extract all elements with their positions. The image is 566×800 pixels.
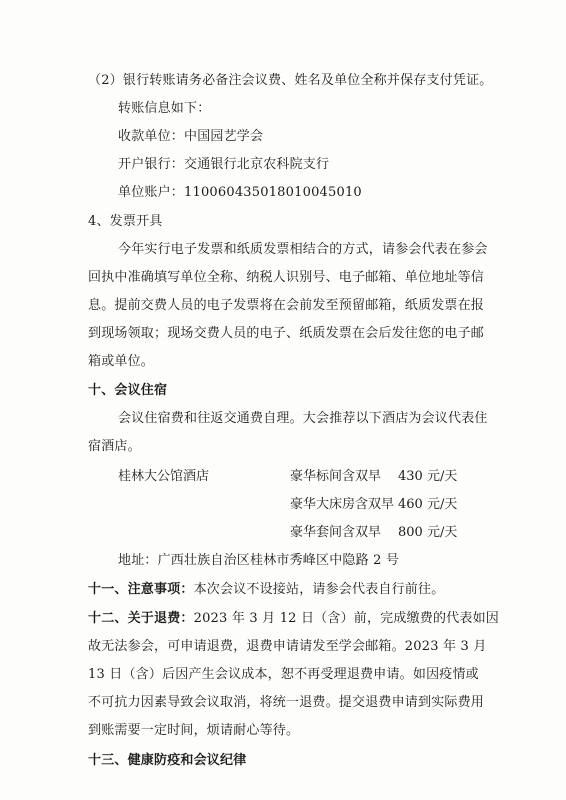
room-price: 460 元/天 bbox=[398, 497, 458, 512]
invoice-paragraph-line: 息。提前交费人员的电子发票将在会前发至预留邮箱，纸质发票在报 bbox=[88, 298, 485, 313]
refund-heading: 十二、关于退费： bbox=[88, 611, 194, 626]
room-type: 豪华标间含双早 bbox=[290, 469, 382, 484]
accommodation-paragraph-line: 会议住宿费和往返交通费自理。大会推荐以下酒店为会议代表住 bbox=[118, 411, 488, 426]
notice-heading: 十一、注意事项： bbox=[88, 582, 194, 597]
room-type: 豪华套间含双早 bbox=[290, 525, 382, 540]
accommodation-paragraph-line: 宿酒店。 bbox=[88, 439, 141, 454]
transfer-info-label: 转账信息如下： bbox=[118, 101, 211, 116]
transfer-payee: 收款单位：中国园艺学会 bbox=[118, 129, 264, 144]
refund-paragraph-line: 到账需要一定时间，烦请耐心等待。 bbox=[88, 723, 300, 738]
hotel-row bbox=[0, 496, 566, 514]
refund-paragraph-line: 故无法参会，可申请退费，退费申请请发至学会邮箱。2023 年 3 月 bbox=[88, 639, 487, 654]
invoice-heading: 4、发票开具 bbox=[88, 214, 163, 229]
hotel-name: 桂林大公馆酒店 bbox=[118, 469, 210, 484]
room-price: 430 元/天 bbox=[398, 469, 458, 484]
hotel-row bbox=[0, 468, 566, 486]
room-price: 800 元/天 bbox=[398, 525, 458, 540]
refund-paragraph-line: 13 日（含）后因产生会议成本，恕不再受理退费申请。如因疫情或 bbox=[88, 667, 479, 682]
invoice-paragraph-line: 箱或单位。 bbox=[88, 354, 155, 369]
invoice-paragraph-line: 回执中准确填写单位全称、纳税人识别号、电子邮箱、单位地址等信 bbox=[88, 270, 485, 285]
hotel-address: 地址：广西壮族自治区桂林市秀峰区中隐路 2 号 bbox=[118, 553, 400, 568]
notice-text: 本次会议不设接站，请参会代表自行前往。 bbox=[193, 582, 445, 597]
health-heading: 十三、健康防疫和会议纪律 bbox=[88, 753, 247, 768]
notice-line bbox=[88, 581, 444, 599]
transfer-bank: 开户银行：交通银行北京农科院支行 bbox=[118, 157, 330, 172]
refund-text: 2023 年 3 月 12 日（含）前，完成缴费的代表如因 bbox=[193, 611, 499, 626]
refund-paragraph-line: 不可抗力因素导致会议取消，将统一退费。提交退费申请到实际费用 bbox=[88, 695, 485, 710]
hotel-row bbox=[0, 524, 566, 542]
room-type: 豪华大床房含双早 bbox=[290, 497, 395, 512]
invoice-paragraph-line: 到现场领取；现场交费人员的电子、纸质发票在会后发往您的电子邮 bbox=[88, 326, 485, 341]
accommodation-heading: 十、会议住宿 bbox=[88, 383, 168, 398]
refund-line bbox=[88, 610, 499, 628]
transfer-note: （2）银行转账请务必备注会议费、姓名及单位全称并保存支付凭证。 bbox=[88, 73, 493, 88]
invoice-paragraph-line: 今年实行电子发票和纸质发票相结合的方式，请参会代表在参会 bbox=[118, 242, 488, 257]
transfer-account: 单位账户：110060435018010045010 bbox=[118, 185, 362, 200]
